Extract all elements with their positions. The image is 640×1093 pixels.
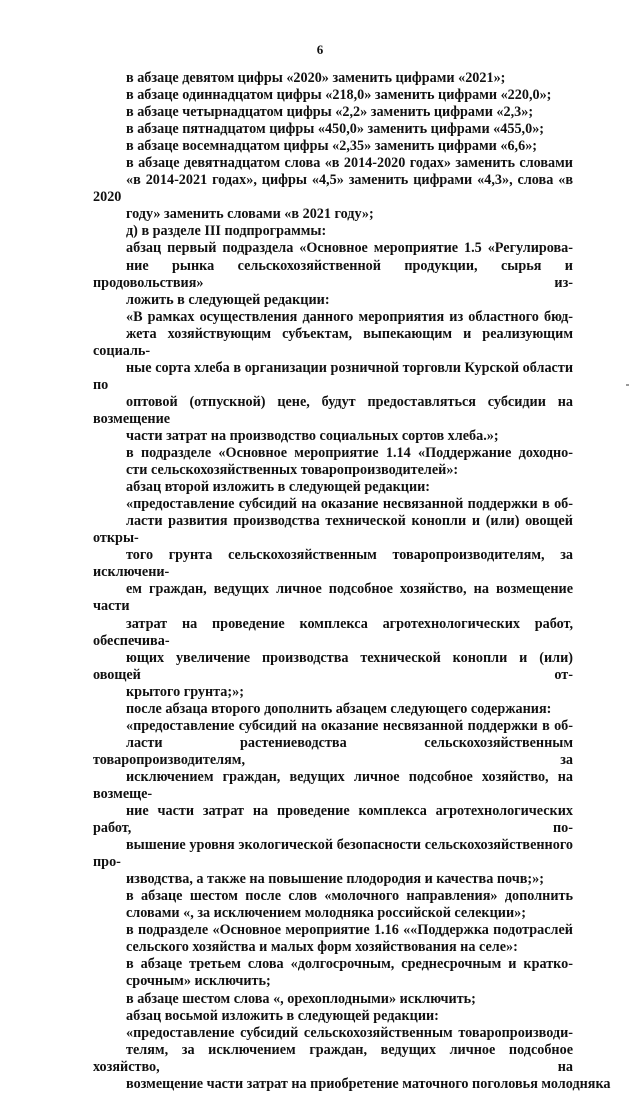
paragraph-line: ем граждан, ведущих личное подсобное хозяйство, на возмещение части [93, 581, 573, 615]
paragraph-line: «предоставление субсидий на оказание несвязанной поддержки в об- [126, 496, 573, 513]
page-number: 6 [316, 42, 324, 57]
paragraph-line: ющих увеличение производства технической конопли и (или) овощей от- [93, 649, 573, 683]
paragraph-line: ные сорта хлеба в организации розничной торговли Курской области по [93, 359, 573, 393]
paragraph-line: «в 2014-2021 годах», цифры «4,5» заменить цифрами «4,3», слова «в 2020 [93, 172, 573, 206]
paragraph-line: после абзаца второго дополнить абзацем следующего содержания: [126, 700, 552, 717]
paragraph [93, 1008, 573, 1025]
paragraph-line: году» заменить словами «в 2021 году»; [126, 206, 374, 223]
paragraph-line: в абзаце девятнадцатом слова «в 2014-2020 годах» заменить словами [126, 155, 573, 172]
paragraph-line: д) в разделе III подпрограммы: [126, 223, 327, 240]
paragraph [93, 991, 573, 1008]
paragraph [93, 309, 573, 445]
paragraph [93, 1024, 611, 1093]
paragraph-line: возмещение части затрат на приобретение маточного поголовья молодняка [126, 1075, 611, 1092]
paragraph-line: жета хозяйствующим субъектам, выпекающим и реализующим социаль- [93, 325, 573, 359]
paragraph-line: исключением граждан, ведущих личное подсобное хозяйство, на возмеще- [93, 768, 573, 802]
scan-artifact-mark [626, 384, 629, 386]
paragraph [93, 479, 573, 496]
paragraph-line: в абзаце третьем слова «долгосрочным, среднесрочным и кратко- [126, 956, 573, 973]
paragraph [93, 121, 573, 138]
paragraph-line: в абзаце восемнадцатом цифры «2,35» заменить цифрами «6,6»; [126, 138, 538, 155]
paragraph-line: ласти развития производства технической конопли и (или) овощей откры- [93, 513, 573, 547]
paragraph [93, 240, 573, 308]
paragraph-line: того грунта сельскохозяйственным товаропроизводителям, за исключени- [93, 547, 573, 581]
paragraph-line: сти сельскохозяйственных товаропроизводителей»: [126, 462, 459, 479]
paragraph [93, 138, 573, 155]
paragraph [93, 70, 573, 87]
paragraph-line: абзац первый подраздела «Основное мероприятие 1.5 «Регулирова- [126, 240, 573, 257]
paragraph [93, 701, 573, 718]
paragraph-line: «предоставление субсидий сельскохозяйственным товаропроизводи- [126, 1024, 573, 1041]
paragraph-line: «предоставление субсидий на оказание несвязанной поддержки в об- [126, 717, 573, 734]
paragraph-line: ложить в следующей редакции: [126, 291, 330, 308]
paragraph-line: ние части затрат на проведение комплекса агротехнологических работ, по- [93, 803, 573, 837]
paragraph [93, 718, 573, 888]
paragraph-line: вышение уровня экологической безопасности сельскохозяйственного про- [93, 837, 573, 871]
document-body [93, 70, 611, 1093]
paragraph-line: в абзаце шестом после слов «молочного направления» дополнить [126, 888, 573, 905]
paragraph [93, 888, 573, 922]
paragraph-line: ласти растениеводства сельскохозяйственным товаропроизводителям, за [93, 734, 573, 768]
paragraph-line: ние рынка сельскохозяйственной продукции, сырья и продовольствия» из- [93, 257, 573, 291]
paragraph-line: в подразделе «Основное мероприятие 1.16 ««Поддержка подотраслей [126, 922, 573, 939]
paragraph [93, 155, 573, 223]
paragraph-line: «В рамках осуществления данного мероприятия из областного бюд- [126, 308, 573, 325]
paragraph-line: телям, за исключением граждан, ведущих личное подсобное хозяйство, на [93, 1041, 573, 1075]
paragraph-line: оптовой (отпускной) цене, будут предоставляться субсидии на возмещение [93, 393, 573, 427]
paragraph [93, 223, 573, 240]
paragraph [93, 87, 573, 104]
paragraph [93, 104, 573, 121]
paragraph-line: в подразделе «Основное мероприятие 1.14 «Поддержание доходно- [126, 445, 573, 462]
paragraph-line: затрат на проведение комплекса агротехнологических работ, обеспечива- [93, 615, 573, 649]
paragraph-line: в абзаце пятнадцатом цифры «450,0» заменить цифрами «455,0»; [126, 121, 545, 138]
paragraph-line: срочным» исключить; [126, 973, 271, 990]
paragraph [93, 956, 573, 990]
paragraph [93, 922, 573, 956]
paragraph [93, 445, 573, 479]
paragraph-line: изводства, а также на повышение плодородия и качества почв;»; [126, 871, 544, 888]
paragraph-line: сельского хозяйства и малых форм хозяйствования на селе»: [126, 939, 518, 956]
paragraph-line: в абзаце четырнадцатом цифры «2,2» заменить цифрами «2,3»; [126, 104, 534, 121]
paragraph-line: в абзаце девятом цифры «2020» заменить цифрами «2021»; [126, 70, 506, 86]
paragraph-line: крытого грунта;»; [126, 683, 244, 700]
paragraph [93, 496, 573, 701]
paragraph-line: абзац восьмой изложить в следующей редакции: [126, 1007, 439, 1024]
paragraph-line: в абзаце шестом слова «, орехоплодными» исключить; [126, 990, 476, 1007]
paragraph-line: словами «, за исключением молодняка российской селекции»; [126, 905, 526, 922]
paragraph-line: части затрат на производство социальных сортов хлеба.»; [126, 427, 499, 444]
paragraph-line: абзац второй изложить в следующей редакции: [126, 479, 431, 496]
paragraph-line: в абзаце одиннадцатом цифры «218,0» заменить цифрами «220,0»; [126, 87, 552, 104]
